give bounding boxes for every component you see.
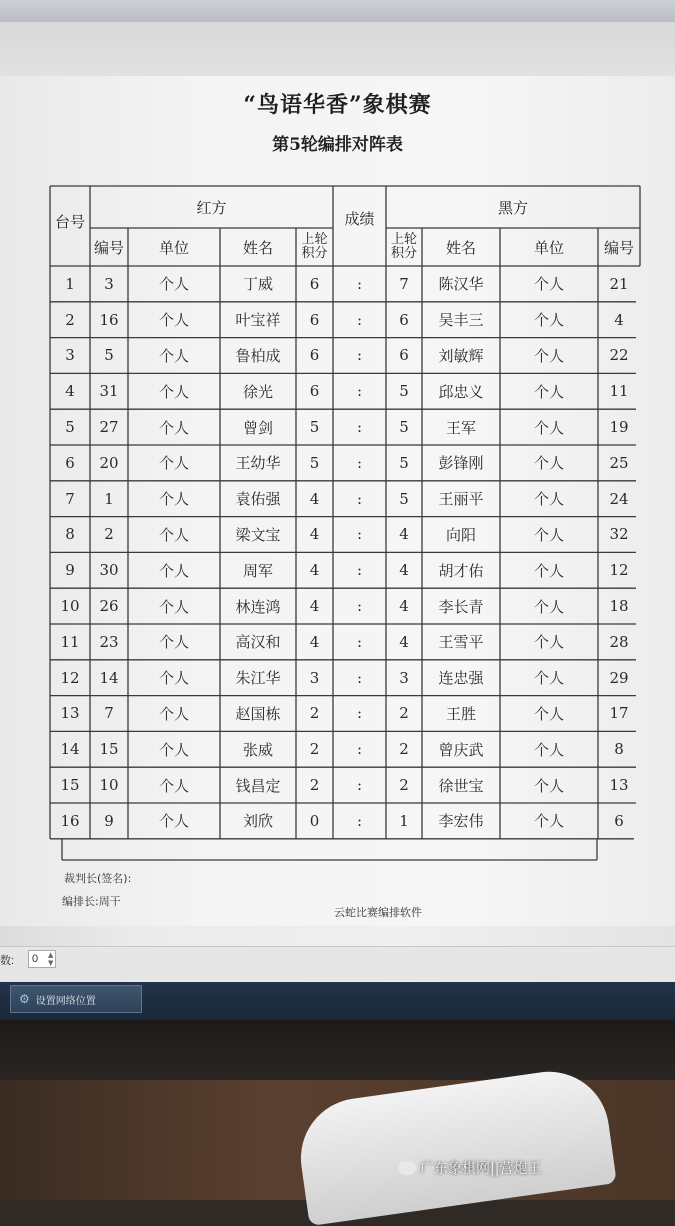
table-no-cell: 4 [65, 382, 75, 401]
black-number-cell: 29 [609, 668, 629, 687]
header-red-number: 编号 [93, 238, 124, 257]
spin-arrows-icon[interactable]: ▲ ▼ [48, 951, 54, 967]
black-points-cell: 4 [399, 525, 409, 544]
black-name-cell: 刘敏辉 [438, 346, 484, 365]
result-cell: : [356, 561, 363, 580]
result-cell: : [356, 525, 363, 544]
black-unit-cell: 个人 [533, 740, 564, 759]
table-no-cell: 6 [65, 453, 75, 472]
table-no-cell: 9 [65, 561, 75, 580]
black-name-cell: 李宏伟 [438, 812, 484, 831]
table-no-cell: 2 [65, 310, 75, 329]
black-number-cell: 19 [609, 418, 629, 437]
black-points-cell: 7 [399, 274, 409, 293]
red-points-cell: 2 [309, 704, 320, 723]
red-name-cell: 袁佑强 [235, 490, 281, 509]
red-unit-cell: 个人 [158, 311, 189, 330]
red-name-cell: 徐光 [242, 382, 273, 401]
red-name-cell: 王幼华 [235, 454, 281, 473]
table-no-cell: 3 [65, 346, 75, 365]
red-unit-cell: 个人 [158, 490, 189, 509]
black-points-cell: 4 [399, 597, 409, 616]
table-no-cell: 1 [65, 274, 75, 293]
black-number-cell: 18 [609, 597, 629, 616]
black-unit-cell: 个人 [533, 669, 564, 688]
count-spinbox[interactable]: 0 [28, 950, 56, 968]
red-number-cell: 3 [104, 274, 114, 293]
result-cell: : [356, 310, 363, 329]
table-no-cell: 12 [60, 668, 80, 687]
black-points-cell: 2 [399, 776, 409, 795]
result-cell: : [356, 274, 363, 293]
watermark [398, 1158, 541, 1178]
result-cell: : [356, 453, 363, 472]
red-points-cell: 4 [309, 597, 320, 616]
table-no-cell: 14 [60, 740, 80, 759]
black-name-cell: 李长青 [438, 597, 484, 616]
black-name-cell: 王胜 [445, 704, 476, 723]
black-points-cell: 1 [399, 811, 409, 830]
chief-referee-label: 裁判长(签名): [64, 872, 132, 885]
black-points-cell: 2 [399, 704, 409, 723]
red-unit-cell: 个人 [158, 561, 189, 580]
table-no-cell: 11 [60, 632, 80, 651]
black-unit-cell: 个人 [533, 776, 564, 795]
red-number-cell: 16 [99, 310, 119, 329]
red-points-cell: 6 [309, 382, 320, 401]
black-number-cell: 21 [609, 274, 629, 293]
result-cell: : [356, 489, 363, 508]
red-number-cell: 31 [99, 382, 119, 401]
monitor-bezel-bottom [0, 1020, 675, 1080]
table-no-cell: 5 [65, 418, 75, 437]
black-name-cell: 陈汉华 [438, 275, 484, 294]
red-name-cell: 丁威 [242, 275, 273, 294]
black-name-cell: 连忠强 [438, 669, 484, 688]
header-black-unit: 单位 [533, 238, 564, 257]
network-location-label: 设置网络位置 [35, 995, 96, 1007]
status-bar [0, 946, 675, 981]
red-unit-cell: 个人 [158, 776, 189, 795]
red-points-cell: 4 [309, 561, 320, 580]
black-name-cell: 彭锋刚 [438, 454, 484, 473]
black-unit-cell: 个人 [533, 525, 564, 544]
red-unit-cell: 个人 [158, 597, 189, 616]
red-points-cell: 6 [309, 346, 320, 365]
black-number-cell: 28 [609, 632, 629, 651]
red-points-cell: 3 [309, 668, 320, 687]
black-number-cell: 12 [609, 561, 629, 580]
software-label: 云蛇比赛编排软件 [334, 906, 422, 919]
red-points-cell: 2 [309, 740, 320, 759]
black-unit-cell: 个人 [533, 597, 564, 616]
header-result: 成绩 [344, 210, 375, 228]
red-name-cell: 高汉和 [235, 633, 281, 652]
red-name-cell: 钱昌定 [235, 776, 281, 795]
red-unit-cell: 个人 [158, 812, 189, 831]
black-points-cell: 4 [399, 561, 409, 580]
black-number-cell: 11 [609, 382, 629, 401]
red-points-cell: 6 [309, 274, 320, 293]
result-cell: : [356, 597, 363, 616]
black-points-cell: 5 [399, 453, 409, 472]
header-table-no: 台号 [54, 212, 85, 231]
red-number-cell: 14 [99, 668, 119, 687]
black-number-cell: 25 [609, 453, 629, 472]
red-unit-cell: 个人 [158, 454, 189, 473]
table-no-cell: 8 [65, 525, 75, 544]
red-number-cell: 7 [104, 704, 114, 723]
result-cell: : [356, 668, 363, 687]
red-number-cell: 1 [104, 489, 114, 508]
black-unit-cell: 个人 [533, 311, 564, 330]
black-points-cell: 5 [399, 382, 409, 401]
black-number-cell: 6 [614, 811, 624, 830]
red-number-cell: 23 [99, 632, 119, 651]
red-points-cell: 4 [309, 632, 320, 651]
result-cell: : [356, 704, 363, 723]
red-unit-cell: 个人 [158, 275, 189, 294]
header-red-side: 红方 [196, 198, 227, 217]
table-no-cell: 7 [65, 489, 75, 508]
black-number-cell: 24 [609, 489, 629, 508]
black-number-cell: 4 [614, 310, 624, 329]
black-name-cell: 王军 [445, 418, 476, 437]
red-points-cell: 5 [309, 418, 320, 437]
black-unit-cell: 个人 [533, 704, 564, 723]
red-unit-cell: 个人 [158, 525, 189, 544]
black-points-cell: 6 [399, 346, 409, 365]
header-red-name: 姓名 [242, 238, 273, 257]
table-no-cell: 16 [60, 811, 80, 830]
red-number-cell: 5 [104, 346, 114, 365]
table-no-cell: 10 [60, 597, 80, 616]
count-label: 数: [0, 955, 15, 967]
header-red-prev-points: 上轮积分 [301, 232, 328, 261]
black-number-cell: 8 [614, 740, 624, 759]
red-number-cell: 9 [104, 811, 114, 830]
black-name-cell: 邱忠义 [438, 382, 484, 401]
red-points-cell: 0 [309, 811, 320, 830]
table-no-cell: 15 [60, 776, 80, 795]
black-unit-cell: 个人 [533, 633, 564, 652]
red-unit-cell: 个人 [158, 704, 189, 723]
black-points-cell: 5 [399, 418, 409, 437]
network-location-button[interactable] [10, 985, 142, 1013]
red-points-cell: 4 [309, 525, 320, 544]
arranger-label: 编排长:周干 [62, 895, 121, 908]
black-points-cell: 6 [399, 310, 409, 329]
page-title: “鸟语华香”象棋赛 [243, 92, 432, 118]
black-name-cell: 向阳 [445, 525, 476, 544]
header-red-unit: 单位 [158, 238, 189, 257]
red-name-cell: 林连鸿 [235, 597, 281, 616]
red-unit-cell: 个人 [158, 669, 189, 688]
watermark-text: 广东象棋网||营炮王 [420, 1161, 542, 1177]
red-number-cell: 10 [99, 776, 119, 795]
red-unit-cell: 个人 [158, 382, 189, 401]
red-number-cell: 15 [99, 740, 119, 759]
red-unit-cell: 个人 [158, 418, 189, 437]
red-name-cell: 周军 [242, 561, 273, 580]
red-number-cell: 27 [99, 418, 119, 437]
result-cell: : [356, 632, 363, 651]
red-name-cell: 朱江华 [235, 669, 281, 688]
red-name-cell: 叶宝祥 [235, 311, 281, 330]
black-number-cell: 22 [609, 346, 629, 365]
red-unit-cell: 个人 [158, 633, 189, 652]
black-points-cell: 2 [399, 740, 409, 759]
header-black-prev-points: 上轮积分 [390, 232, 417, 261]
red-points-cell: 2 [309, 776, 320, 795]
black-name-cell: 胡才佑 [438, 561, 484, 580]
red-name-cell: 梁文宝 [235, 525, 281, 544]
black-points-cell: 3 [399, 668, 409, 687]
red-points-cell: 4 [309, 489, 320, 508]
header-black-number: 编号 [603, 238, 634, 257]
header-black-name: 姓名 [445, 238, 476, 257]
black-unit-cell: 个人 [533, 418, 564, 437]
page-subtitle: 第5轮编排对阵表 [272, 135, 403, 155]
black-name-cell: 吴丰三 [438, 311, 484, 330]
result-cell: : [356, 811, 363, 830]
result-cell: : [356, 346, 363, 365]
red-number-cell: 30 [99, 561, 119, 580]
black-unit-cell: 个人 [533, 454, 564, 473]
result-cell: : [356, 776, 363, 795]
red-name-cell: 鲁柏成 [235, 346, 281, 365]
red-number-cell: 20 [99, 453, 119, 472]
red-name-cell: 曾剑 [242, 418, 273, 437]
red-name-cell: 赵国栋 [235, 704, 281, 723]
black-unit-cell: 个人 [533, 346, 564, 365]
network-icon: ⚙ [19, 992, 30, 1006]
black-number-cell: 13 [609, 776, 629, 795]
red-unit-cell: 个人 [158, 346, 189, 365]
result-cell: : [356, 382, 363, 401]
black-name-cell: 王丽平 [438, 490, 484, 509]
red-unit-cell: 个人 [158, 740, 189, 759]
black-unit-cell: 个人 [533, 812, 564, 831]
table-no-cell: 13 [60, 704, 80, 723]
black-name-cell: 王雪平 [438, 633, 484, 652]
black-unit-cell: 个人 [533, 275, 564, 294]
black-name-cell: 徐世宝 [438, 776, 484, 795]
red-name-cell: 刘欣 [242, 812, 273, 831]
black-unit-cell: 个人 [533, 490, 564, 509]
red-number-cell: 2 [104, 525, 114, 544]
result-cell: : [356, 418, 363, 437]
red-number-cell: 26 [99, 597, 119, 616]
black-number-cell: 32 [609, 525, 629, 544]
result-cell: : [356, 740, 363, 759]
wechat-icon [398, 1161, 416, 1175]
header-black-side: 黑方 [497, 198, 528, 217]
black-points-cell: 4 [399, 632, 409, 651]
red-points-cell: 5 [309, 453, 320, 472]
black-number-cell: 17 [609, 704, 629, 723]
black-unit-cell: 个人 [533, 382, 564, 401]
black-unit-cell: 个人 [533, 561, 564, 580]
black-name-cell: 曾庆武 [438, 740, 484, 759]
black-points-cell: 5 [399, 489, 409, 508]
red-points-cell: 6 [309, 310, 320, 329]
red-name-cell: 张威 [242, 740, 273, 759]
